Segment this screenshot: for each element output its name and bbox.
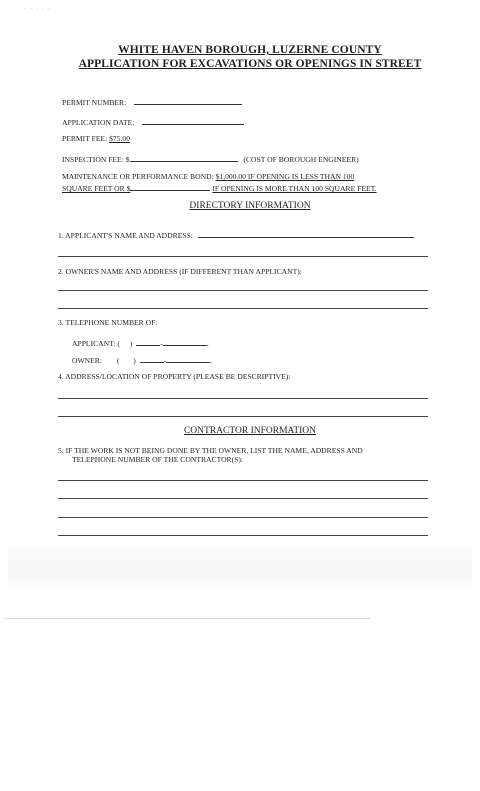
- scan-artifact-dots: [22, 6, 52, 12]
- owner-address-line-2[interactable]: [58, 308, 428, 309]
- permit-fee-label: PERMIT FEE:: [62, 134, 108, 143]
- permit-number-field[interactable]: [134, 96, 242, 105]
- bond-condition-less: $1,000.00 IF OPENING IS LESS THAN 100: [215, 172, 355, 181]
- directory-information-heading: DIRECTORY INFORMATION: [189, 201, 311, 211]
- bond-row-1: [62, 172, 354, 181]
- inspection-fee-note: (COST OF BOROUGH ENGINEER): [243, 155, 359, 164]
- owner-phone-open-paren: (: [116, 356, 120, 365]
- bond-amount-field[interactable]: [130, 182, 210, 191]
- applicant-phone-row: APPLICANT: ( ) - .: [72, 339, 209, 348]
- question-4-label: 4. ADDRESS/LOCATION OF PROPERTY (PLEASE BE DESCRIPTIVE):: [58, 372, 291, 381]
- question-1-row: [58, 229, 414, 240]
- applicant-name-field[interactable]: [198, 229, 414, 238]
- property-location-line-1[interactable]: [58, 398, 428, 399]
- question-1-label: 1. APPLICANT'S NAME AND ADDRESS:: [58, 231, 193, 240]
- permit-number-label: PERMIT NUMBER:: [62, 98, 127, 107]
- contractor-line-2[interactable]: [58, 498, 428, 499]
- form-title-line-1: WHITE HAVEN BOROUGH, LUZERNE COUNTY: [118, 44, 382, 56]
- owner-phone-number-field[interactable]: [166, 354, 210, 363]
- applicant-phone-prefix-field[interactable]: [136, 337, 160, 346]
- applicant-phone-paren: ): [129, 339, 133, 348]
- bond-condition-more: IF OPENING IS MORE THAN 100 SQUARE FEET.: [212, 184, 377, 193]
- owner-phone-prefix-field[interactable]: [140, 354, 164, 363]
- bond-square-feet-label: SQUARE FEET OR $: [62, 184, 131, 193]
- inspection-fee-field[interactable]: [130, 153, 238, 162]
- owner-phone-row: OWNER: ( ) - .: [72, 356, 213, 365]
- scan-artifact-rule: [4, 618, 370, 619]
- owner-phone-close-paren: ): [133, 356, 136, 365]
- question-3-label: 3. TELEPHONE NUMBER OF:: [58, 318, 158, 327]
- bond-row-2: [62, 182, 377, 193]
- application-date-field[interactable]: [142, 116, 244, 125]
- permit-fee-row: [62, 134, 130, 143]
- inspection-fee-label: INSPECTION FEE: $: [62, 155, 130, 164]
- scan-artifact-band: [8, 540, 472, 592]
- contractor-line-1[interactable]: [58, 480, 428, 481]
- question-5-line-2: TELEPHONE NUMBER OF THE CONTRACTOR(S):: [72, 455, 244, 464]
- contractor-information-heading: CONTRACTOR INFORMATION: [183, 426, 317, 436]
- contractor-line-3[interactable]: [58, 517, 428, 518]
- form-title-line-2: APPLICATION FOR EXCAVATIONS OR OPENINGS IN STREET: [78, 58, 422, 70]
- inspection-fee-row: [62, 153, 359, 164]
- permit-fee-value: $75.00: [109, 134, 131, 143]
- applicant-address-line[interactable]: [58, 256, 428, 257]
- permit-number-row: [62, 96, 242, 107]
- application-date-label: APPLICATION DATE:: [62, 118, 135, 127]
- owner-phone-label: OWNER:: [72, 356, 102, 365]
- bond-label: MAINTENANCE OR PERFORMANCE BOND:: [62, 172, 214, 181]
- owner-address-line-1[interactable]: [58, 290, 428, 291]
- property-location-line-2[interactable]: [58, 416, 428, 417]
- application-date-row: [62, 116, 244, 127]
- contractor-line-4[interactable]: [58, 535, 428, 536]
- applicant-phone-number-field[interactable]: [163, 337, 207, 346]
- question-5-line-1: 5. IF THE WORK IS NOT BEING DONE BY THE OWNER, LIST THE NAME, ADDRESS AND: [58, 446, 363, 455]
- applicant-phone-label: APPLICANT: (: [72, 339, 120, 348]
- question-2-label: 2. OWNER'S NAME AND ADDRESS (IF DIFFERENT THAN APPLICANT):: [58, 267, 302, 276]
